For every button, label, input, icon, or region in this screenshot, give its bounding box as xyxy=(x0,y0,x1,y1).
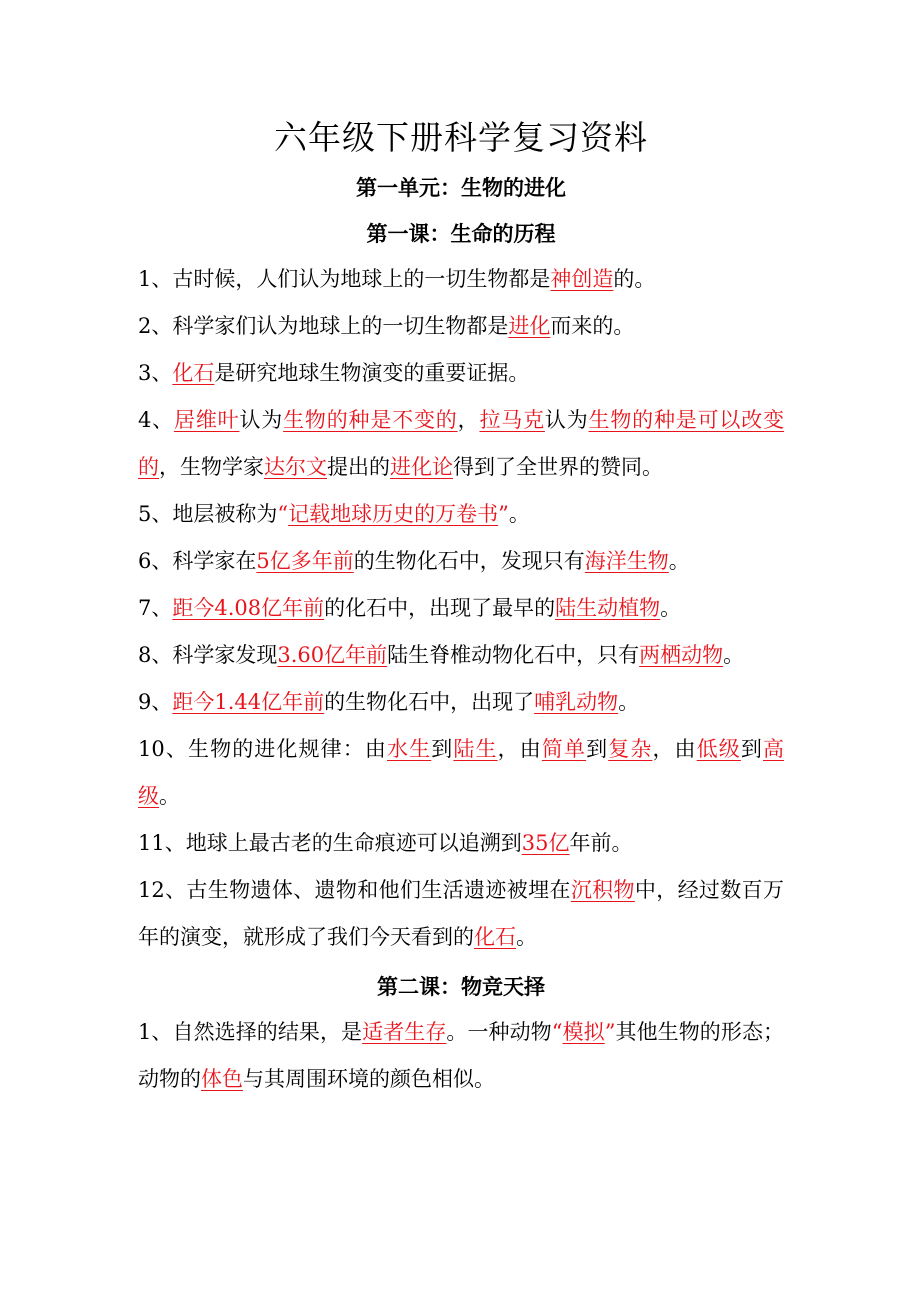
highlighted-answer: 陆生 xyxy=(453,737,498,761)
item-text: ， xyxy=(457,408,480,432)
item-text: 中，经过数百万年的演变，就形成了我们今天看到的 xyxy=(138,878,784,949)
item-text: 4、 xyxy=(138,408,174,432)
item-text: 到 xyxy=(740,737,764,761)
highlighted-answer: 达尔文 xyxy=(264,455,327,479)
highlighted-answer: 居维叶 xyxy=(174,408,240,432)
item-text: 年前。 xyxy=(569,831,633,855)
item-text: 10、生物的进化规律：由 xyxy=(138,737,388,761)
item-text: 而来的。 xyxy=(550,314,635,338)
highlighted-answer: 神创造 xyxy=(550,267,614,291)
unit-title: 第一单元：生物的进化 xyxy=(356,176,566,200)
highlighted-answer: 距今1.44亿年前 xyxy=(172,690,325,714)
highlighted-answer: 进化论 xyxy=(390,455,453,479)
item-text: 提出的 xyxy=(327,455,390,479)
quote-mark: ” xyxy=(604,1020,616,1044)
item-text: 3、 xyxy=(138,361,173,385)
list-item xyxy=(138,820,784,867)
lesson-1-list xyxy=(138,256,784,961)
item-text: 得到了全世界的赞同。 xyxy=(453,455,663,479)
highlighted-answer: 哺乳动物 xyxy=(534,690,619,714)
highlighted-answer: 水生 xyxy=(387,737,432,761)
highlighted-answer: 生物的种是不变的 xyxy=(283,408,458,432)
item-text: 认为 xyxy=(239,408,284,432)
highlighted-answer: 3.60亿年前 xyxy=(277,643,388,667)
list-item xyxy=(138,397,784,491)
list-item xyxy=(138,303,784,350)
highlighted-answer: 模拟 xyxy=(562,1020,605,1044)
highlighted-answer: 拉马克 xyxy=(479,408,545,432)
item-text: 12、古生物遗体、遗物和他们生活遗迹被埋在 xyxy=(138,878,571,902)
item-text: 。 xyxy=(508,502,530,526)
item-text: 。 xyxy=(618,690,640,714)
list-item xyxy=(138,585,784,632)
highlighted-answer: 低级 xyxy=(696,737,741,761)
highlighted-answer: 简单 xyxy=(541,737,587,761)
list-item xyxy=(138,726,784,820)
highlighted-answer: 海洋生物 xyxy=(584,549,669,573)
item-text: 5、地层被称为 xyxy=(138,502,278,526)
item-text: 6、科学家在 xyxy=(138,549,257,573)
item-text: 到 xyxy=(431,737,454,761)
list-item xyxy=(138,538,784,585)
list-item xyxy=(138,350,784,397)
item-text: 。 xyxy=(159,784,180,808)
highlighted-answer: 陆生动植物 xyxy=(555,596,661,620)
lesson-title-2: 第二课：物竞天择 xyxy=(377,975,545,999)
item-text: 9、 xyxy=(138,690,173,714)
item-text: 。 xyxy=(723,643,745,667)
highlighted-answer: 5亿多年前 xyxy=(256,549,354,573)
highlighted-answer: 高级 xyxy=(138,737,785,808)
list-item xyxy=(138,632,784,679)
highlighted-answer: 化石 xyxy=(474,925,516,949)
item-text: 。 xyxy=(668,549,690,573)
highlighted-answer: 沉积物 xyxy=(570,878,635,902)
lesson-2-list xyxy=(138,1009,784,1103)
highlighted-answer: 化石 xyxy=(172,361,215,385)
highlighted-answer: 距今4.08亿年前 xyxy=(172,596,325,620)
quote-mark: ” xyxy=(498,502,509,526)
item-text: 与其周围环境的颜色相似。 xyxy=(243,1067,495,1091)
list-item xyxy=(138,679,784,726)
highlighted-answer: 35亿 xyxy=(521,831,570,855)
list-item xyxy=(138,256,784,303)
item-text: 是研究地球生物演变的重要证据。 xyxy=(214,361,530,385)
highlighted-answer: 复杂 xyxy=(608,737,653,761)
item-text: 的生物化石中，出现了 xyxy=(324,690,535,714)
highlighted-answer: 体色 xyxy=(201,1067,243,1091)
quote-mark: “ xyxy=(551,1020,563,1044)
item-text: 7、 xyxy=(138,596,173,620)
highlighted-answer: 生物的种是可以改变的 xyxy=(138,408,785,479)
item-text: 其他生物的形态；动物的 xyxy=(138,1020,785,1091)
item-text: 1、自然选择的结果，是 xyxy=(138,1020,363,1044)
item-text: 到 xyxy=(586,737,609,761)
item-text: 1、古时候，人们认为地球上的一切生物都是 xyxy=(138,267,551,291)
list-item xyxy=(138,867,784,961)
item-text: ，生物学家 xyxy=(159,455,264,479)
quote-mark: “ xyxy=(277,502,289,526)
item-text: 。 xyxy=(660,596,682,620)
item-text: 11、地球上最古老的生命痕迹可以追溯到 xyxy=(138,831,522,855)
item-text: 的生物化石中，发现只有 xyxy=(353,549,585,573)
item-text: 8、科学家发现 xyxy=(138,643,278,667)
list-item xyxy=(138,491,784,538)
item-text: 陆生脊椎动物化石中，只有 xyxy=(387,643,640,667)
highlighted-answer: 记载地球历史的万卷书 xyxy=(288,502,499,526)
list-item xyxy=(138,1009,784,1103)
document-title: 六年级下册科学复习资料 xyxy=(274,118,648,157)
item-text: 。一种动物 xyxy=(446,1020,552,1044)
item-text: 的化石中，出现了最早的 xyxy=(324,596,556,620)
highlighted-answer: 两栖动物 xyxy=(639,643,724,667)
item-text: 2、科学家们认为地球上的一切生物都是 xyxy=(138,314,509,338)
item-text: ，由 xyxy=(497,737,542,761)
lesson-title-1: 第一课：生命的历程 xyxy=(366,222,556,246)
item-text: 。 xyxy=(516,925,537,949)
highlighted-answer: 适者生存 xyxy=(362,1020,447,1044)
item-text: 认为 xyxy=(544,408,589,432)
item-text: ，由 xyxy=(652,737,697,761)
highlighted-answer: 进化 xyxy=(508,314,551,338)
item-text: 的。 xyxy=(613,267,656,291)
